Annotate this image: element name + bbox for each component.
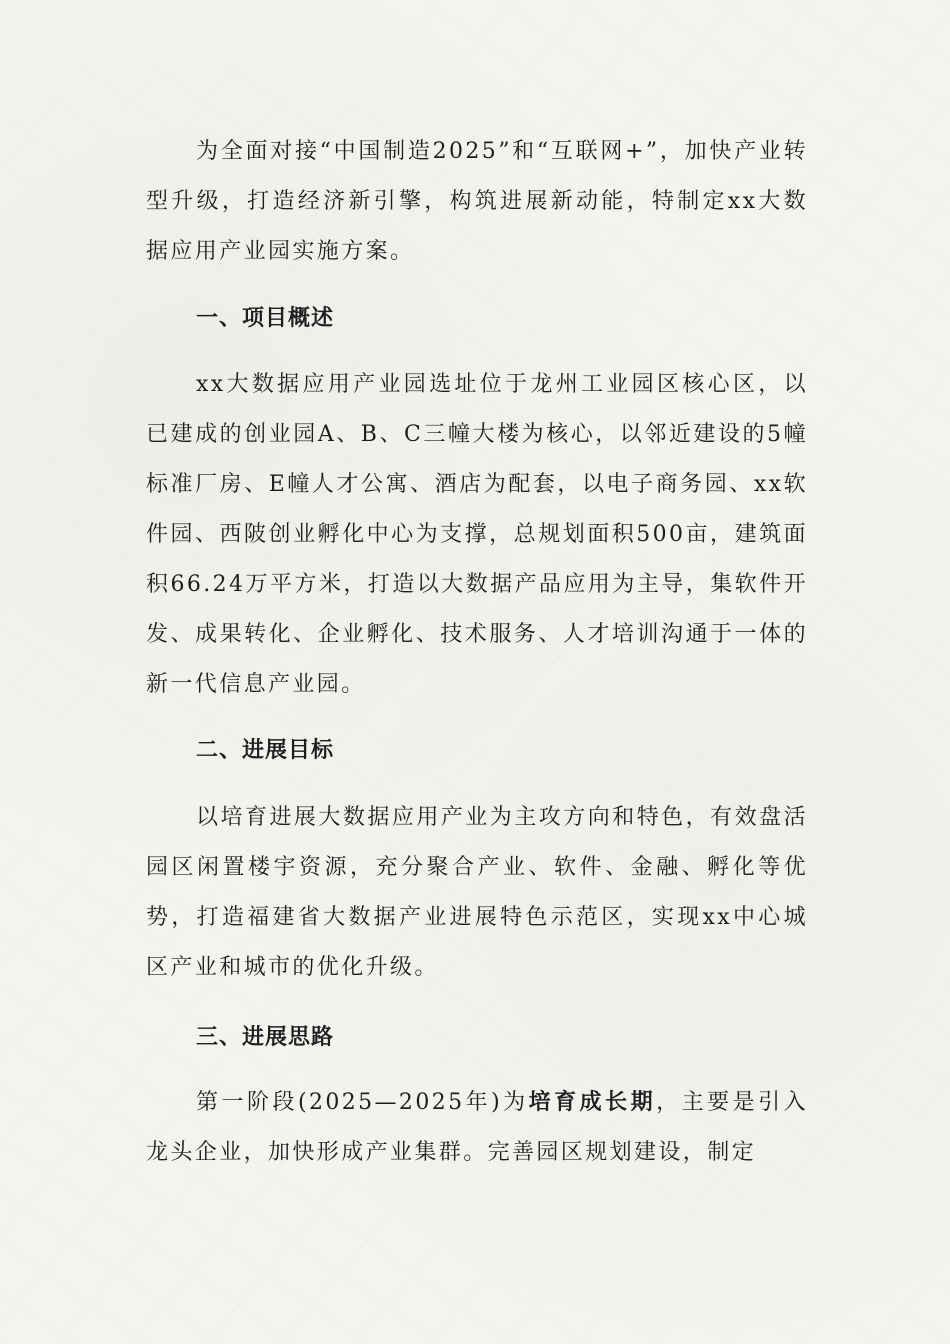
section-heading-approach: 三、进展思路 [196,1025,335,1050]
approach-text-start: 第一阶段(2025—2025年)为 [196,1090,529,1115]
section-body-approach [146,1078,808,1178]
section-heading-goals: 二、进展目标 [196,738,335,763]
section-body-overview: xx大数据应用产业园选址位于龙州工业园区核心区，以已建成的创业园A、B、C三幢大楼为核心，以邻近建设的5幢标准厂房、E幢人才公寓、酒店为配套，以电子商务园、xx软件园、西陂创业孵化中心为支撑，总规划面积500亩，建筑面积66.24万平方米，打造以大数据产品应用为主导，集软件开发、成果转化、企业孵化、技术服务、人才培训沟通于一体的新一代信息产业园。 [146,372,808,697]
approach-text-highlight: 培育成长期 [528,1090,657,1115]
intro-paragraph: 为全面对接“中国制造2025”和“互联网+”，加快产业转型升级，打造经济新引擎，构筑进展新动能，特制定xx大数据应用产业园实施方案。 [146,139,808,264]
section-body-goals: 以培育进展大数据应用产业为主攻方向和特色，有效盘活园区闲置楼宇资源，充分聚合产业、软件、金融、孵化等优势，打造福建省大数据产业进展特色示范区，实现xx中心城区产业和城市的优化升级。 [146,805,808,980]
section-heading-overview: 一、项目概述 [196,306,335,331]
approach-text-end: ，主要是引入龙头企业，加快形成产业集群。完善园区规划建设，制定 [146,1090,808,1165]
